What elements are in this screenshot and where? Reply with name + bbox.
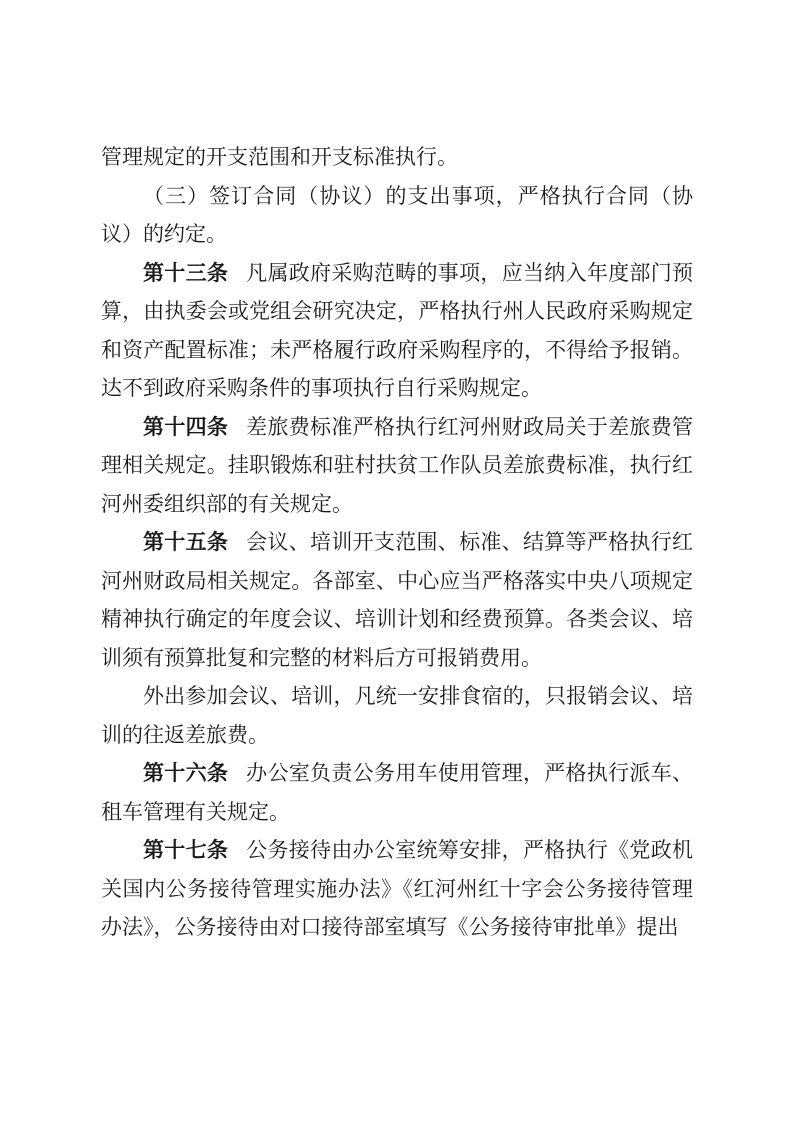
article-number: 第十三条 (143, 260, 229, 285)
paragraph-article-17 (101, 831, 693, 947)
paragraph-text: 差旅费标准严格执行红河州财政局关于差旅费管理相关规定。挂职锻炼和驻村扶贫工作队员差旅费标准，执行红河州委组织部的有关规定。 (101, 414, 694, 516)
document-body (101, 138, 693, 947)
paragraph-article-13 (101, 254, 693, 408)
paragraph-article-15 (101, 523, 693, 677)
paragraph-article-16 (101, 754, 693, 831)
paragraph-text: 凡属政府采购范畴的事项，应当纳入年度部门预算，由执委会或党组会研究决定，严格执行州人民政府采购规定和资产配置标准；未严格履行政府采购程序的，不得给予报销。达不到政府采购条件的事项执行自行采购规定。 (101, 260, 694, 400)
paragraph-continuation (101, 138, 693, 177)
paragraph-article-14 (101, 408, 693, 524)
paragraph-text: 办公室负责公务用车使用管理，严格执行派车、租车管理有关规定。 (101, 761, 694, 824)
paragraph-text: 外出参加会议、培训，凡统一安排食宿的，只报销会议、培训的往返差旅费。 (101, 684, 693, 747)
paragraph-text: （三）签订合同（协议）的支出事项，严格执行合同（协议）的约定。 (101, 183, 693, 246)
article-number: 第十七条 (143, 838, 229, 862)
paragraph-contract-clause (101, 177, 693, 254)
article-number: 第十六条 (143, 761, 229, 785)
paragraph-text: 公务接待由办公室统筹安排，严格执行《党政机关国内公务接待管理实施办法》《红河州红十字会公务接待管理办法》，公务接待由对口接待部室填写《公务接待审批单》提出 (101, 838, 694, 939)
article-number: 第十四条 (143, 414, 229, 439)
article-number: 第十五条 (143, 530, 229, 554)
paragraph-text: 会议、培训开支范围、标准、结算等严格执行红河州财政局相关规定。各部室、中心应当严格落实中央八项规定精神执行确定的年度会议、培训计划和经费预算。各类会议、培训须有预算批复和完整的材料后方可报销费用。 (101, 530, 694, 670)
paragraph-text: 管理规定的开支范围和开支标准执行。 (101, 145, 458, 169)
paragraph-meeting-travel (101, 677, 693, 754)
